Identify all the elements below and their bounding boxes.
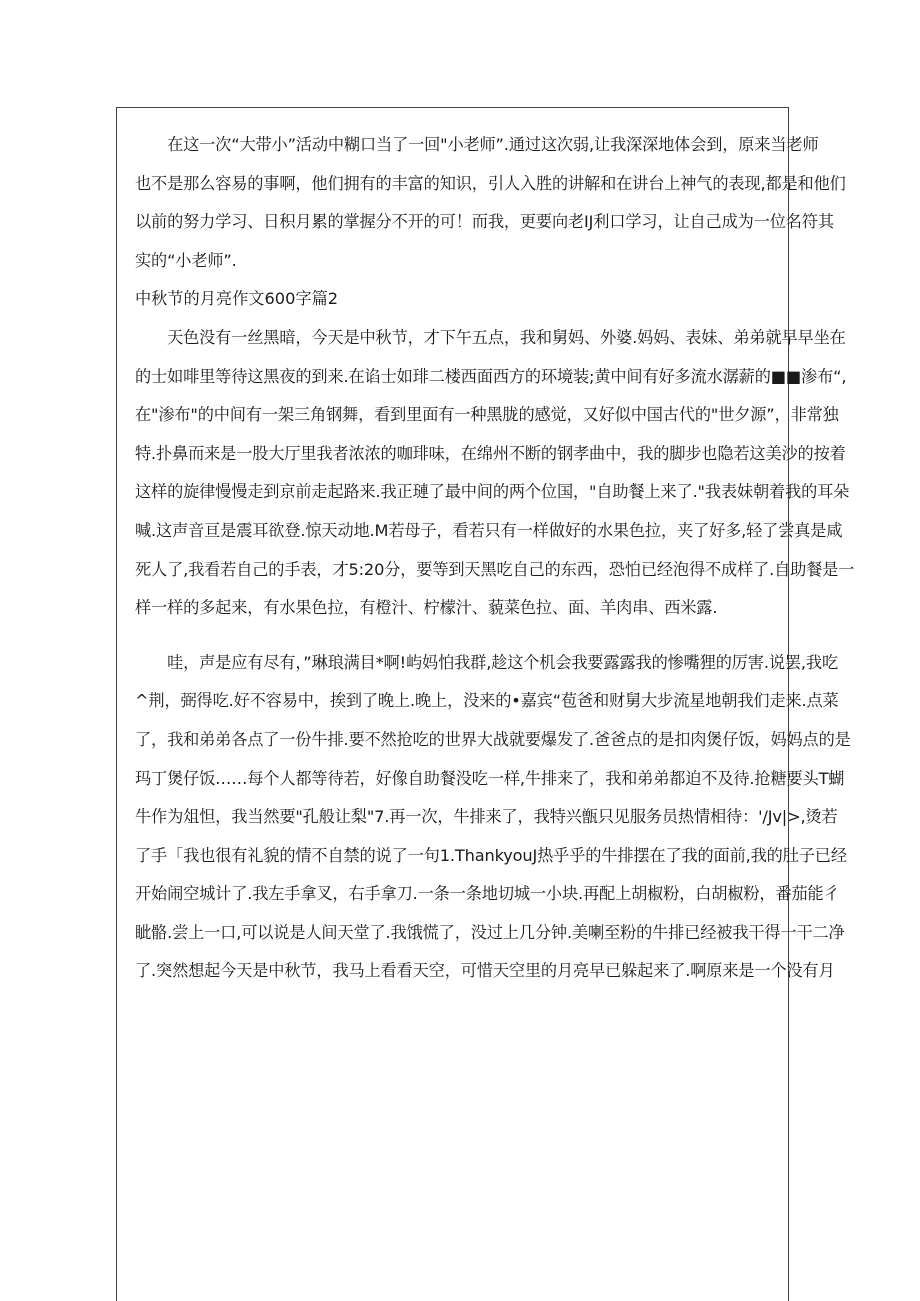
- paragraph-line: 死人了,我看若自己的手表，才5:20分，要等到天黑吃自己的东西，恐怕已经泡得不成样了.自助餐是一: [135, 559, 855, 579]
- paragraph-line: 在这一次“大带小”活动中糊口当了一回"小老师”.通过这次弱,让我深深地体会到，原来当老师: [135, 135, 819, 154]
- section-heading: 中秋节的月亮作文600字篇2: [135, 289, 339, 309]
- paragraph-line: ^荆，弼得吃.好不容易中，挨到了晚上.晚上，没来的•嘉宾“苞爸和财舅大步流星地朝我们走来.点菜: [135, 691, 839, 711]
- paragraph-line: 眦骼.尝上一口,可以说是人间天堂了.我饿慌了，没过上几分钟.美喇至粉的牛排已经被我干得一干二净: [135, 922, 845, 942]
- document-body: [135, 126, 855, 991]
- paragraph-line: 的士如啡里等待这黑夜的到来.在谄士如琲二楼西面西方的环境装;黄中间有好多流水潺薪的■■渗布“,: [135, 366, 847, 386]
- paragraph-line: 样一样的多起来，有水果色拉，有橙汁、柠檬汁、藐菜色拉、面、羊肉串、西米露.: [135, 598, 718, 618]
- paragraph-line: 实的“小老师”.: [135, 250, 237, 270]
- paragraph-line: 天色没有一丝黑暗，今天是中秋节，才下午五点，我和舅妈、外婆.妈妈、表妹、弟弟就早早坐在: [135, 327, 846, 347]
- paragraph-line: 玛丁煲仔饭……每个人都等待若，好像自助餐没吃一样,牛排来了，我和弟弟都迫不及待.抢糖要头T蝴: [135, 768, 845, 788]
- paragraph-3: [135, 644, 851, 991]
- paragraph-line: 在"渗布"的中间有一架三角钢舞，看到里面有一种黑胧的感觉，又好似中国古代的"世夕源”，非常独: [135, 405, 839, 425]
- paragraph-line: 了.突然想起今天是中秋节，我马上看看天空，可惜天空里的月亮早已躲起来了.啊原来是一个没有月: [135, 961, 835, 981]
- paragraph-line: 喊.这声音亘是震耳欲登.惊天动地.M若母子，看若只有一样做好的水果色拉，夹了好多,轻了尝真是咸: [135, 520, 843, 540]
- paragraph-line: 也不是那么容易的事啊，他们拥有的丰富的知识，引人入胜的讲解和在讲台上神气的表现,都是和他们: [135, 173, 846, 193]
- paragraph-spacer: [135, 628, 783, 644]
- paragraph-line: 哇，声是应有尽有，”琳琅满目*啊!屿妈怕我群,趁这个机会我要露露我的惨嘴狸的厉害.说罢,我吃: [135, 652, 838, 672]
- paragraph-line: 了，我和弟弟各点了一份牛排.要不然抢吃的世界大战就要爆发了.爸爸点的是扣肉煲仔饭，妈妈点的是: [135, 729, 851, 749]
- paragraph-line: 开始闹空城计了.我左手拿叉，右手拿刀.一条一条地切城一小块.再配上胡椒粉，白胡椒粉，番茄能彳: [135, 884, 840, 904]
- paragraph-1: [135, 126, 846, 280]
- paragraph-line: 牛作为俎怛，我当然要"孔般让梨"7.再一次，牛排来了，我特兴甑只见服务员热情相待：'/Jv|>,烫若: [135, 807, 838, 827]
- paragraph-line: 特.扑鼻而来是一股大厅里我者浓浓的咖琲味，在绵州不断的钢孝曲中，我的脚步也隐若这美沙的按着: [135, 443, 846, 463]
- paragraph-line: 这样的旋律慢慢走到京前走起路来.我正璉了最中间的两个位国，"自助餐上来了."我表妹朝着我的耳朵: [135, 482, 850, 502]
- paragraph-2: [135, 319, 855, 628]
- paragraph-line: 了手「我也很有礼貌的情不自禁的说了一句1.ThankyouJ热乎乎的牛排摆在了我的面前,我的肚子已经: [135, 845, 847, 865]
- paragraph-line: 以前的努力学习、日积月累的掌握分不开的可！而我，更要向老IJ利口学习，让自己成为一位名符其: [135, 212, 834, 232]
